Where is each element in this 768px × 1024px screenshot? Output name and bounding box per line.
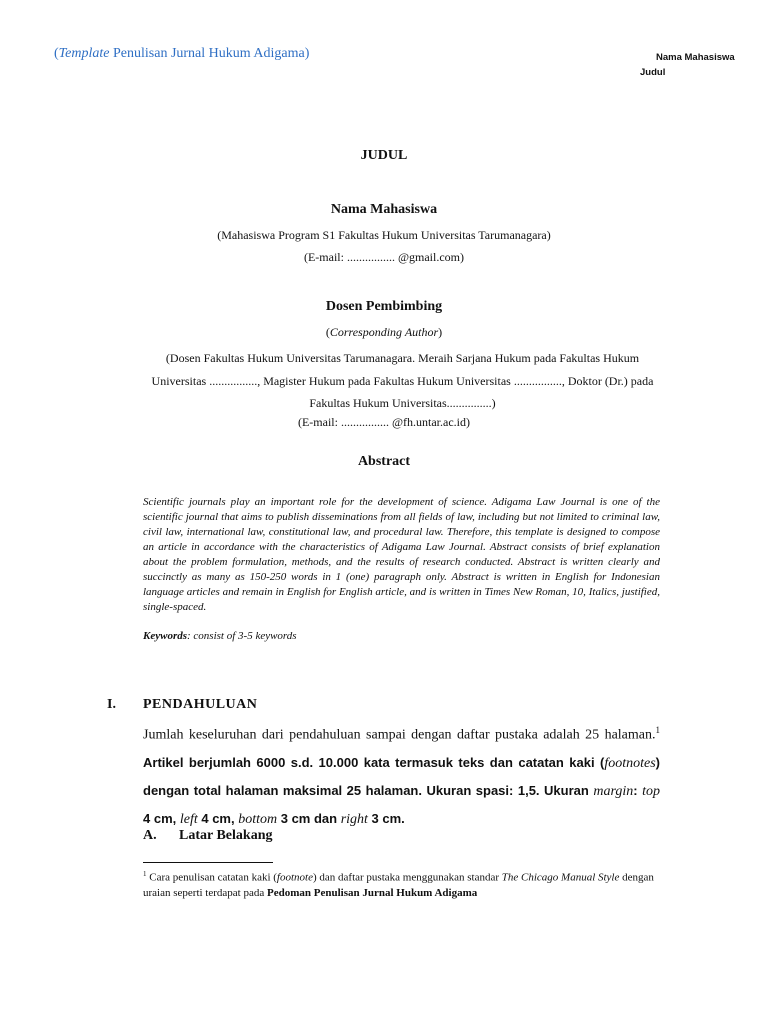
keywords-line: Keywords: consist of 3-5 keywords bbox=[143, 630, 297, 642]
author-affiliation: (Mahasiswa Program S1 Fakultas Hukum Universitas Tarumanagara) bbox=[217, 228, 551, 242]
supervisor-email: (E-mail: ................ @fh.untar.ac.id) bbox=[297, 415, 470, 429]
article-title: JUDUL bbox=[360, 148, 408, 163]
header-article-title: Judul bbox=[640, 67, 666, 78]
keywords-label: Keywords bbox=[143, 630, 187, 642]
abstract-heading: Abstract bbox=[357, 454, 411, 469]
corresponding-author-label: (Corresponding Author) bbox=[325, 325, 443, 339]
footnote-text: $^1$ Cara penulisan catatan kaki (footnote) dan daftar pustaka menggunakan standar The Chicago Manual Style dengan uraian seperti terdapat pada Pedoman Penulisan Jurnal Hukum Adigama bbox=[143, 870, 654, 899]
introduction-paragraph: Jumlah keseluruhan dari pendahuluan sampai dengan daftar pustaka adalah 25 halaman.$^1$ Artikel berjumlah 6000 s.d. 10.000 kata termasuk teks dan catatan kaki (footnotes) dengan total halaman maksimal 25 halaman. Ukuran spasi: 1,5. Ukuran margin: top 4 cm, left 4 cm, bottom 3 cm dan right 3 cm. bbox=[143, 725, 660, 827]
footnote-reference[interactable]: 1 bbox=[655, 725, 660, 735]
header-template-word: Template bbox=[58, 46, 110, 61]
section-title: PENDAHULUAN bbox=[143, 697, 258, 712]
supervisor-heading: Dosen Pembimbing bbox=[325, 299, 443, 314]
header-template-title: (Template Penulisan Jurnal Hukum Adigama) bbox=[54, 46, 310, 61]
abstract-body: Scientific journals play an important role for the development of science. Adigama Law Journal is one of the scientific journal that aims to publish disseminations from all fields of law, including but not limited to criminal law, civil law, international law, constitutional law, and procedural law. Therefore, this template is designed to compose an article in accordance with the characteristics of Adigama Law Journal. Abstract consists of brief explanation about the problem formulation, methods, and the results of research conducted. Abstract is written clearly and succinctly as many as 150-250 words in 1 (one) paragraph only. Abstract is written in English for Indonesian language articles and remain in English for English article, and is written in Times New Roman, 10, Italics, justified, single-spaced. bbox=[143, 496, 660, 613]
section-number: I. bbox=[107, 697, 116, 712]
author-name: Nama Mahasiswa bbox=[330, 202, 438, 217]
header-student-name: Nama Mahasiswa bbox=[656, 52, 735, 63]
subsection-title: Latar Belakang bbox=[179, 828, 273, 843]
footnote-separator bbox=[143, 862, 273, 863]
subsection-number: A. bbox=[143, 828, 157, 843]
supervisor-affiliation: (Dosen Fakultas Hukum Universitas Tarumanagara. Meraih Sarjana Hukum pada Fakultas Hukum Universitas ................, Magister Hukum pada Fakultas Hukum Universitas ................, Doktor (Dr.) pada Fakultas Hukum Universitas...............) bbox=[151, 351, 654, 410]
author-email: (E-mail: ................ @gmail.com) bbox=[303, 250, 465, 264]
